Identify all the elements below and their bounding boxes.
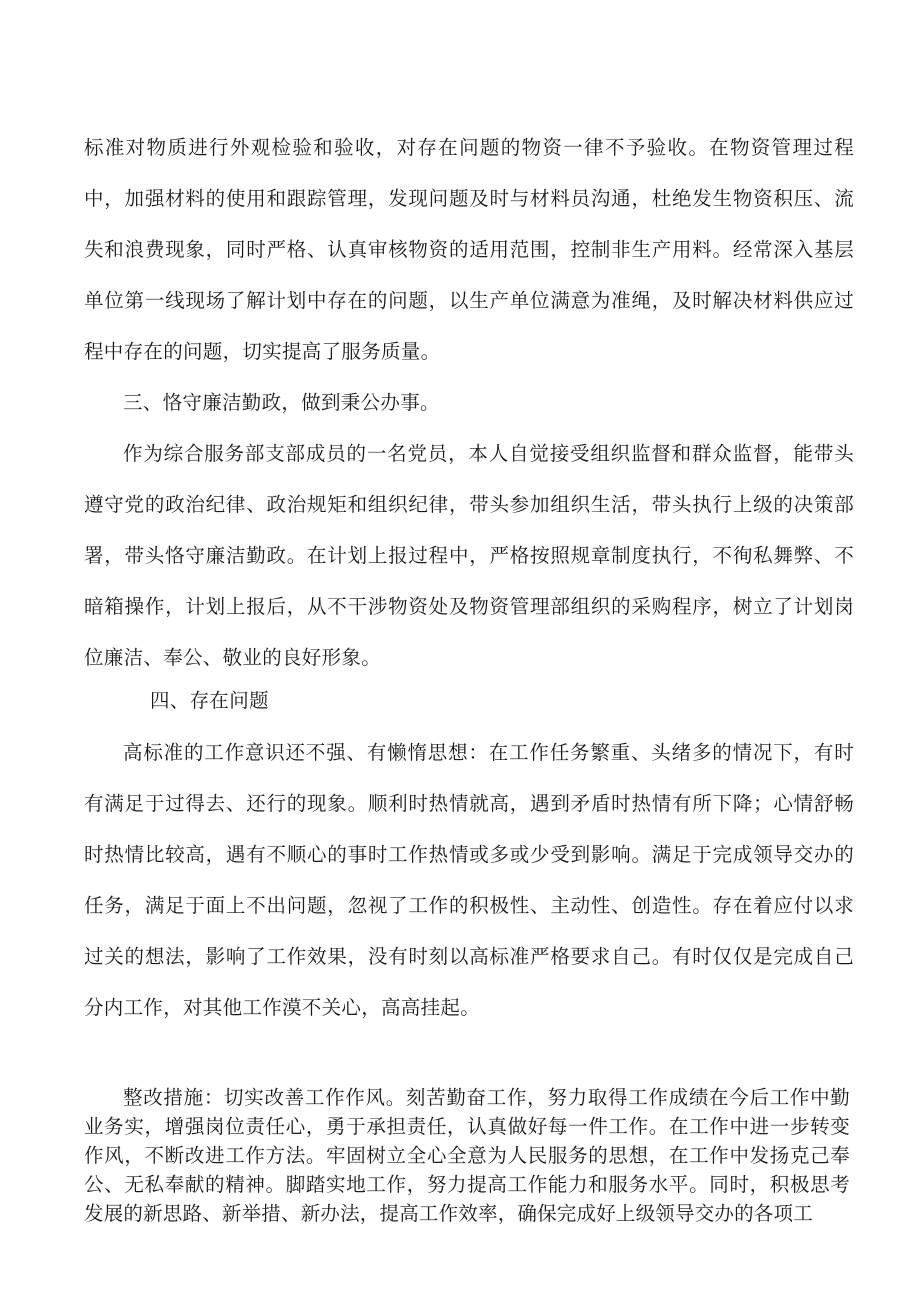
paragraph-party-member-discipline: 作为综合服务部支部成员的一名党员，本人自觉接受组织监督和群众监督，能带头遵守党的政治纪律、政治规矩和组织纪律，带头参加组织生活，带头执行上级的决策部署，带头恪守廉洁勤政。在计划上报过程中，严格按照规章制度执行，不徇私舞弊、不暗箱操作，计划上报后，从不干涉物资处及物资管理部组织的采购程序，树立了计划岗位廉洁、奉公、敬业的良好形象。	[84, 442, 854, 669]
section-heading-integrity: 三、恪守廉洁勤政，做到秉公办事。	[123, 391, 440, 414]
section-heading-problems: 四、存在问题	[150, 689, 269, 712]
paragraph-material-inspection: 标准对物质进行外观检验和验收，对存在问题的物资一律不予验收。在物资管理过程中，加强材料的使用和跟踪管理，发现问题及时与材料员沟通，杜绝发生物资积压、流失和浪费现象，同时严格、认真审核物资的适用范围，控制非生产用料。经常深入基层单位第一线现场了解计划中存在的问题，以生产单位满意为准绳，及时解决材料供应过程中存在的问题，切实提高了服务质量。	[84, 136, 854, 363]
paragraph-existing-problems: 高标准的工作意识还不强、有懒惰思想：在工作任务繁重、头绪多的情况下，有时有满足于过得去、还行的现象。顺利时热情就高，遇到矛盾时热情有所下降；心情舒畅时热情比较高，遇有不顺心的事时工作热情或多或少受到影响。满足于完成领导交办的任务，满足于面上不出问题，忽视了工作的积极性、主动性、创造性。存在着应付以求过关的想法，影响了工作效果，没有时刻以高标准严格要求自己。有时仅仅是完成自己分内工作，对其他工作漠不关心，高高挂起。	[84, 741, 854, 1019]
paragraph-rectification-measures: 整改措施：切实改善工作作风。刻苦勤奋工作，努力取得工作成绩在今后工作中勤业务实，增强岗位责任心，勇于承担责任，认真做好每一件工作。在工作中进一步转变作风，不断改进工作方法。牢固树立全心全意为人民服务的思想，在工作中发扬克己奉公、无私奉献的精神。脚踏实地工作，努力提高工作能力和服务水平。同时，积极思考发展的新思路、新举措、新办法，提高工作效率，确保完成好上级领导交办的各项工	[84, 1086, 850, 1225]
